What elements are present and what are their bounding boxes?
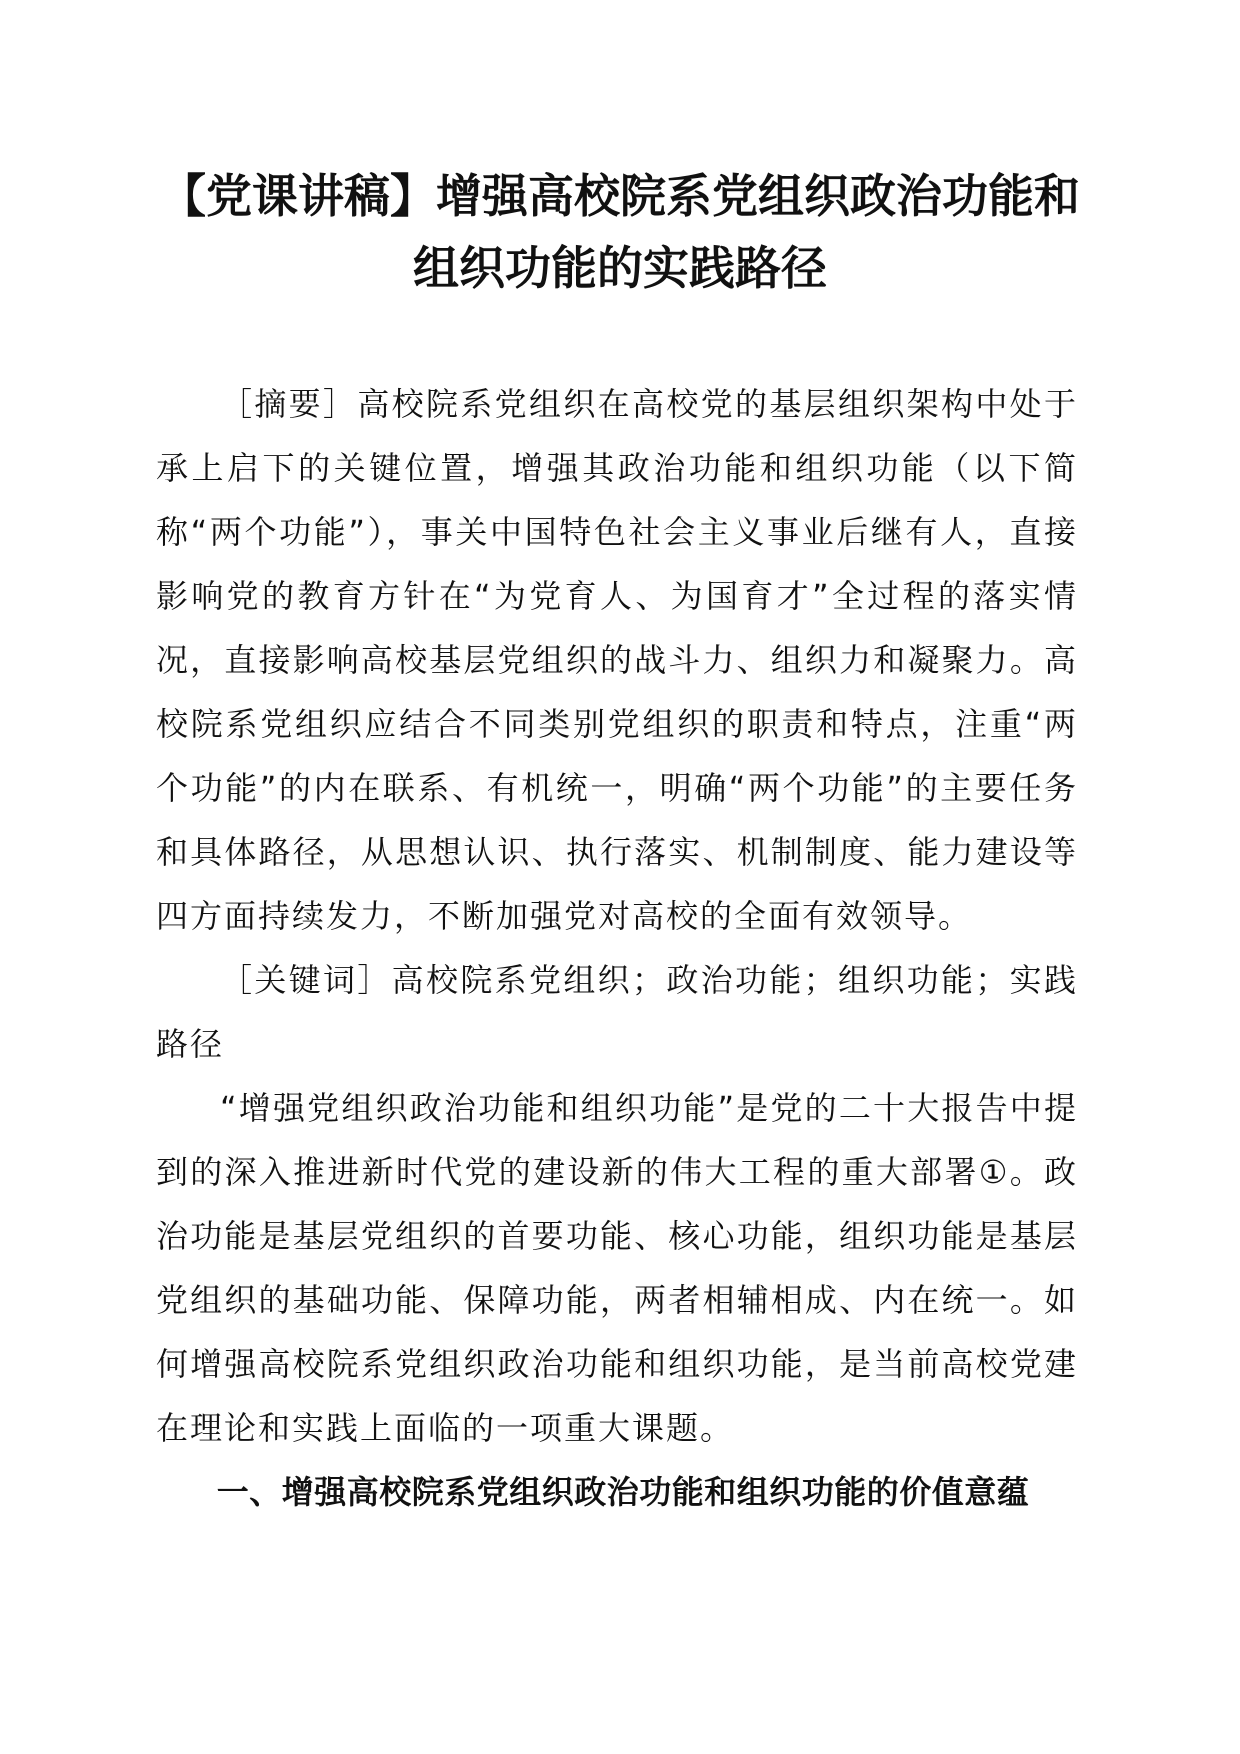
section-heading-1: 一、增强高校院系党组织政治功能和组织功能的价值意蕴 [216,1473,1030,1511]
intro-paragraph: “增强党组织政治功能和组织功能”是党的二十大报告中提到的深入推进新时代党的建设新的伟大工程的重大部署①。政治功能是基层党组织的首要功能、核心功能，组织功能是基层党组织的基础功能、保障功能，两者相辅相成、内在统一。如何增强高校院系党组织政治功能和组织功能，是当前高校党建在理论和实践上面临的一项重大课题。 [156,1089,1078,1447]
document-title [150,160,1090,304]
document-body [156,372,1078,1524]
title-line-1: 【党课讲稿】增强高校院系党组织政治功能和 [160,169,1080,223]
keywords-paragraph: ［关键词］高校院系党组织；政治功能；组织功能；实践路径 [156,961,1078,1063]
abstract-paragraph: ［摘要］高校院系党组织在高校党的基层组织架构中处于承上启下的关键位置，增强其政治功能和组织功能（以下简称“两个功能”），事关中国特色社会主义事业后继有人，直接影响党的教育方针在“为党育人、为国育才”全过程的落实情况，直接影响高校基层党组织的战斗力、组织力和凝聚力。高校院系党组织应结合不同类别党组织的职责和特点，注重“两个功能”的内在联系、有机统一，明确“两个功能”的主要任务和具体路径，从思想认识、执行落实、机制制度、能力建设等四方面持续发力，不断加强党对高校的全面有效领导。 [156,385,1078,935]
title-line-2: 组织功能的实践路径 [413,241,827,295]
